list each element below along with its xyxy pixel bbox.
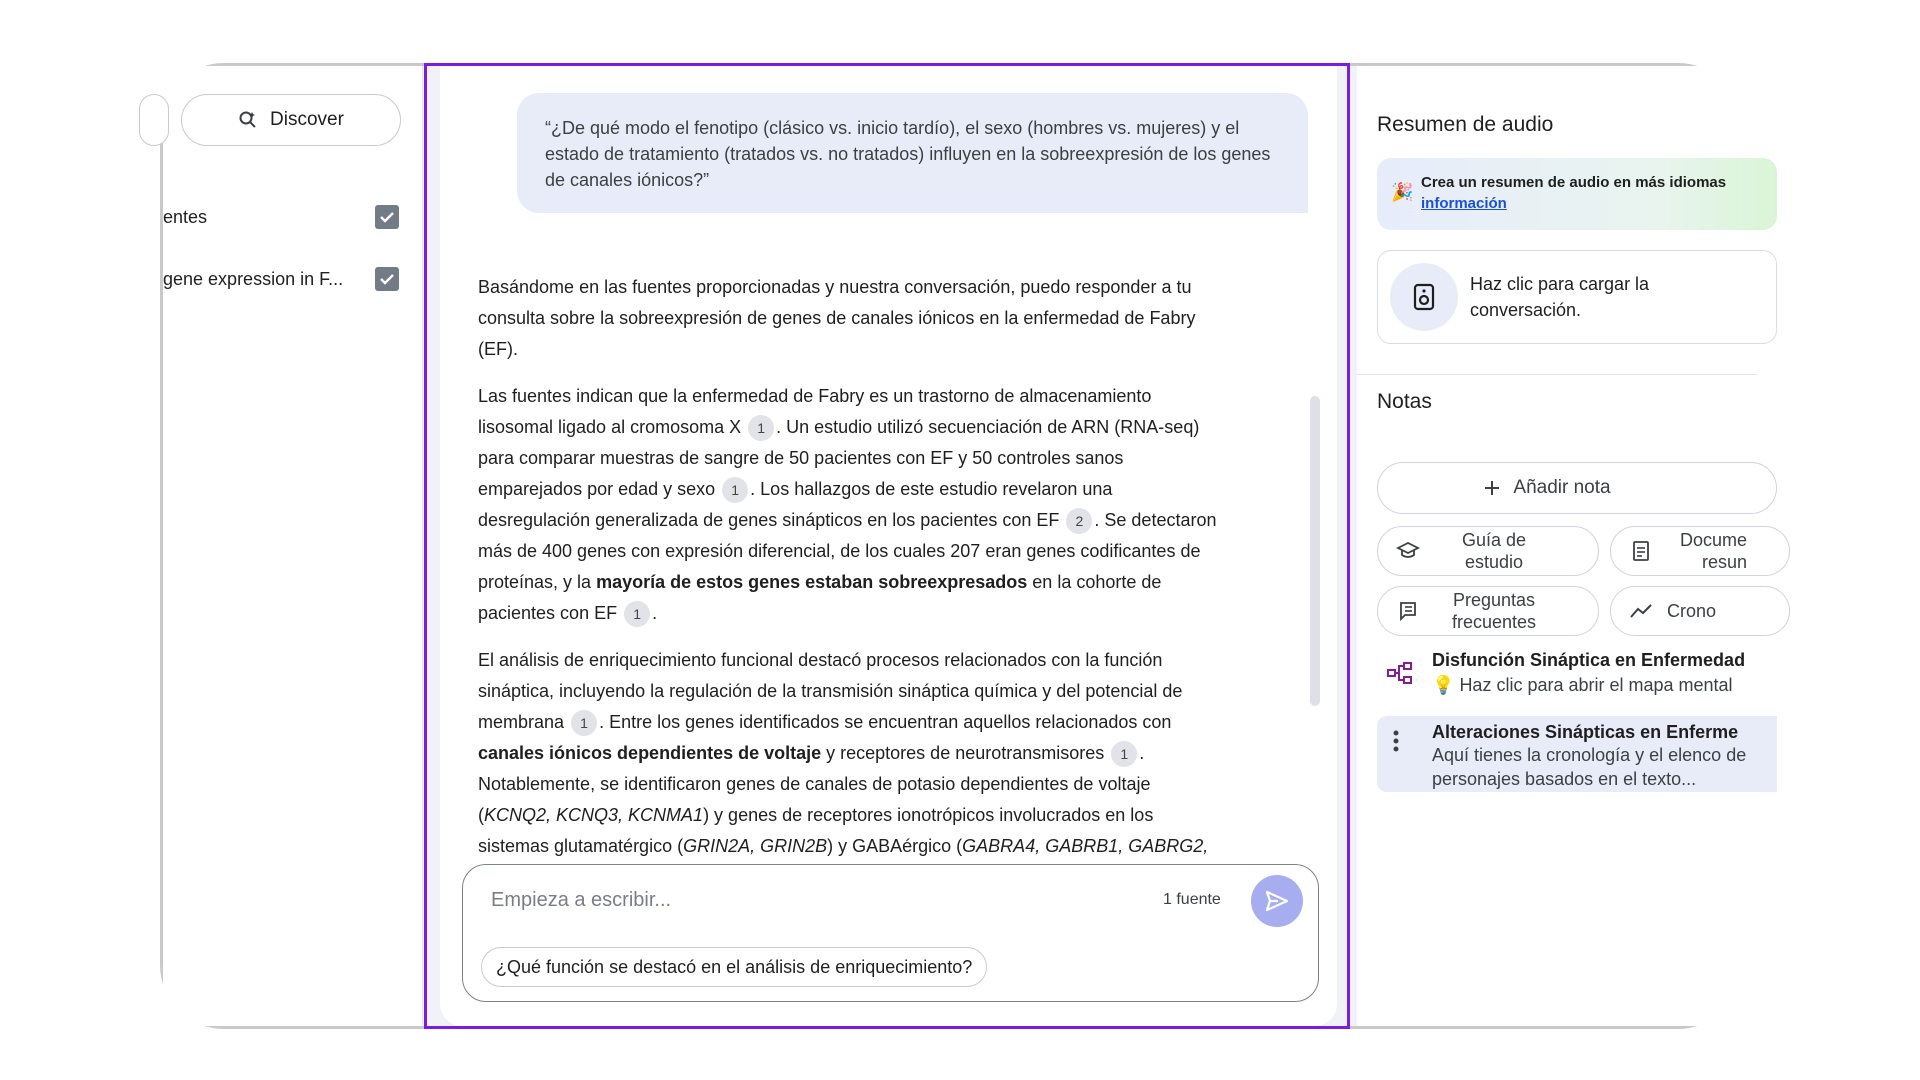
citation-chip[interactable]: 1 bbox=[571, 710, 597, 736]
audio-load-card[interactable] bbox=[1377, 250, 1777, 344]
discover-label: Discover bbox=[270, 109, 344, 130]
lightbulb-icon: 💡 bbox=[1432, 675, 1455, 695]
send-button[interactable] bbox=[1251, 875, 1303, 927]
note-title: Disfunción Sináptica en Enfermedad bbox=[1432, 650, 1746, 670]
chat-scrollbar[interactable] bbox=[1310, 396, 1320, 706]
source-item[interactable] bbox=[163, 197, 399, 237]
party-popper-icon: 🎉 bbox=[1391, 182, 1414, 202]
note-item[interactable] bbox=[1377, 716, 1777, 792]
message-composer bbox=[462, 864, 1319, 1002]
note-title: Alteraciones Sinápticas en Enferme bbox=[1432, 722, 1739, 742]
answer-paragraph: Basándome en las fuentes proporcionadas y nuestra conversación, puedo responder a tu consulta sobre la sobreexpresión de genes de canales iónicos en la enfermedad de Fabry (EF). bbox=[478, 277, 1196, 359]
source-item[interactable] bbox=[163, 259, 399, 299]
citation-chip[interactable]: 1 bbox=[624, 601, 650, 627]
checkmark-icon bbox=[378, 208, 396, 226]
briefing-doc-button[interactable]: Docume resun bbox=[1610, 526, 1790, 576]
suggested-question-chip[interactable]: ¿Qué función se destacó en el análisis de enriquecimiento? bbox=[481, 947, 987, 987]
message-input[interactable] bbox=[491, 885, 1111, 915]
citation-chip[interactable]: 1 bbox=[722, 477, 748, 503]
citation-chip[interactable]: 2 bbox=[1066, 508, 1092, 534]
note-subtitle: Aquí tienes la cronología y el elenco de personajes basados en el texto... bbox=[1432, 745, 1747, 789]
notes-title: Notas bbox=[1377, 390, 1432, 413]
discover-search-icon bbox=[238, 110, 258, 130]
answer-paragraph: El análisis de enriquecimiento funcional destacó procesos relacionados con la función sináptica, incluyendo la regulación de la transmisión sináptica química y del potencial de membrana 1 . Entre los genes identificados se encuentran aquellos relacionados con canales iónicos dependientes de voltaje y receptores de neurotransmisores 1 . Notablemente, se identificaron genes de canales de potasio dependientes de voltaje (KCNQ2, KCNQ3, KCNMA1) y genes de receptores ionotrópicos involucrados en los sistemas glutamatérgico (GRIN2A, GRIN2B) y GABAérgico (GABRA4, GABRB1, GABRG2, bbox=[478, 650, 1209, 856]
sources-panel bbox=[163, 66, 423, 1026]
audio-promo-banner bbox=[1377, 158, 1777, 230]
app-window bbox=[160, 63, 1747, 1029]
source-count: 1 fuente bbox=[1163, 891, 1221, 908]
assistant-answer bbox=[478, 272, 1228, 862]
studio-panel bbox=[1357, 66, 1757, 1026]
audio-card-text: Haz clic para cargar la conversación. bbox=[1470, 274, 1650, 320]
chat-panel bbox=[440, 66, 1337, 1026]
mind-map-icon bbox=[1387, 662, 1413, 689]
citation-chip[interactable]: 1 bbox=[748, 415, 774, 441]
plus-icon bbox=[1483, 479, 1501, 497]
audio-overview-title: Resumen de audio bbox=[1377, 113, 1554, 136]
study-guide-button[interactable]: Guía de estudio bbox=[1377, 526, 1599, 576]
document-summary-icon bbox=[1629, 541, 1653, 561]
more-options-icon[interactable] bbox=[1393, 730, 1399, 757]
source-checkbox[interactable] bbox=[375, 267, 399, 291]
user-message: “¿De qué modo el fenotipo (clásico vs. inicio tardío), el sexo (hombres vs. mujeres) y el estado de tratamiento (tratados vs. no tratados) influyen en la sobreexpresión de los genes de canales iónicos?” bbox=[517, 93, 1308, 213]
source-label: entes bbox=[163, 206, 208, 227]
source-label: gene expression in F... bbox=[163, 268, 344, 289]
faq-button[interactable]: Preguntas frecuentes bbox=[1377, 586, 1599, 636]
note-item[interactable] bbox=[1377, 650, 1777, 706]
citation-chip[interactable]: 1 bbox=[1111, 741, 1137, 767]
previous-button[interactable] bbox=[139, 94, 169, 146]
speaker-icon bbox=[1390, 263, 1458, 331]
source-checkbox[interactable] bbox=[375, 205, 399, 229]
promo-link[interactable]: información bbox=[1421, 195, 1507, 212]
timeline-button[interactable]: Crono bbox=[1610, 586, 1790, 636]
faq-icon bbox=[1396, 601, 1420, 621]
answer-paragraph: Las fuentes indican que la enfermedad de Fabry es un trastorno de almacenamiento lisosomal ligado al cromosoma X 1 . Un estudio utilizó secuenciación de ARN (RNA-seq) para comparar muestras de sangre de 50 pacientes con EF y 50 controles sanos emparejados por edad y sexo 1 . Los hallazgos de este estudio revelaron una desregulación generalizada de genes sinápticos en los pacientes con EF 2 . Se detectaron más de 400 genes con expresión diferencial, de los cuales 207 eran genes codificantes de proteínas, y la mayoría de estos genes estaban sobreexpresados en la cohorte de pacientes con EF 1 . bbox=[478, 381, 1228, 629]
add-note-button[interactable] bbox=[1377, 462, 1777, 514]
section-divider bbox=[1357, 374, 1757, 375]
discover-button[interactable] bbox=[181, 94, 401, 146]
add-note-label: Añadir nota bbox=[1513, 477, 1611, 498]
send-icon bbox=[1264, 888, 1290, 914]
note-subtitle: Haz clic para abrir el mapa mental bbox=[1459, 675, 1733, 695]
promo-text: Crea un resumen de audio en más idiomas bbox=[1421, 174, 1727, 191]
checkmark-icon bbox=[378, 270, 396, 288]
timeline-icon bbox=[1629, 603, 1653, 619]
graduation-cap-icon bbox=[1396, 542, 1420, 560]
